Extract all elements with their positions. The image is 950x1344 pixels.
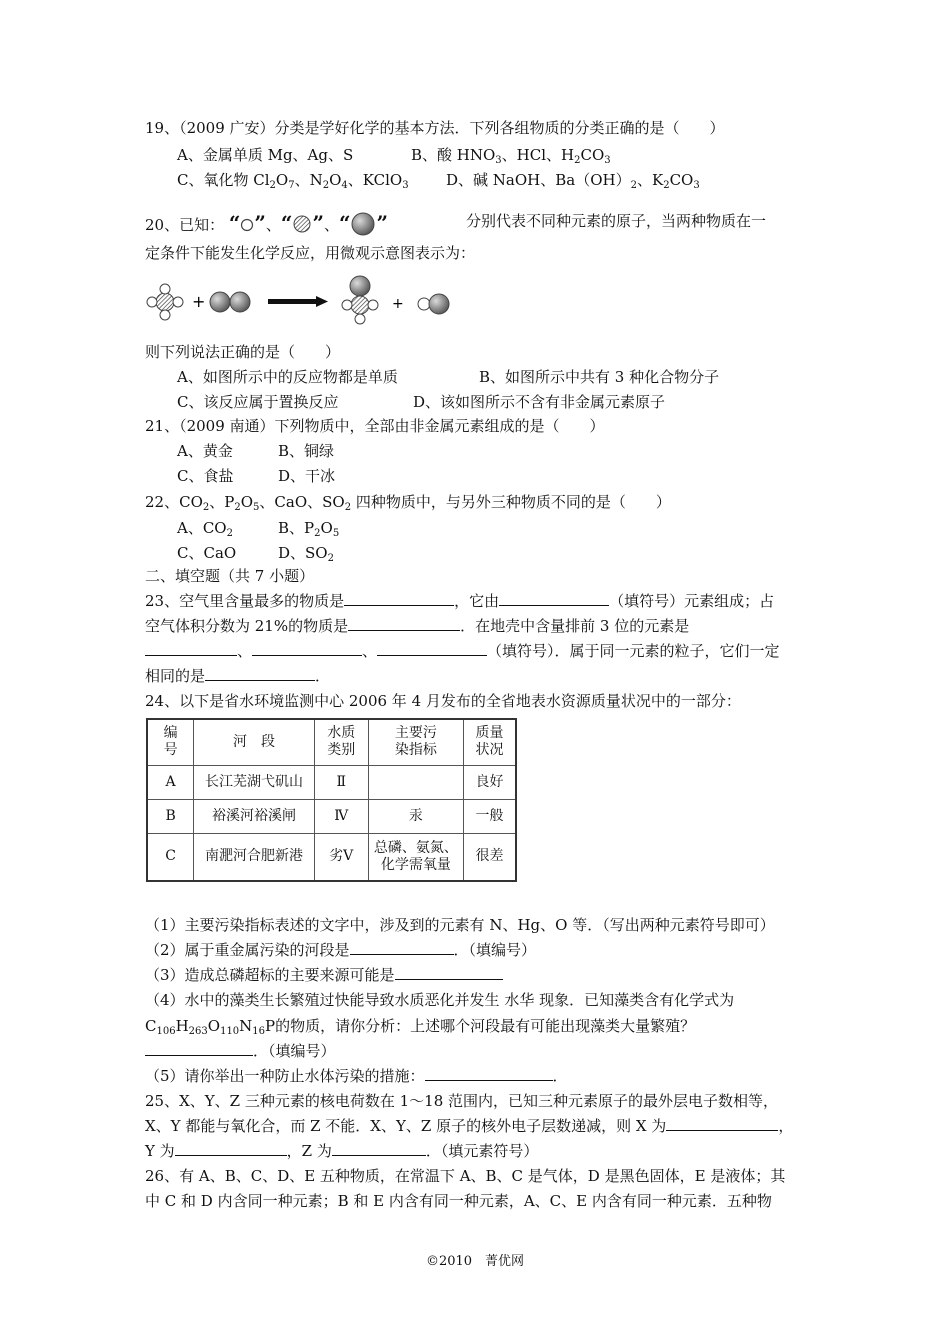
q23-blank-6[interactable] xyxy=(377,641,487,656)
q23-blank-2[interactable] xyxy=(499,591,609,606)
q25-blank-x[interactable] xyxy=(666,1116,778,1131)
cell-river: 南淝河合肥新港 xyxy=(194,833,315,881)
cell-class: 劣Ⅴ xyxy=(314,833,368,881)
q19-stem: 19、（2009 广安）分类是学好化学的基本方法．下列各组物质的分类正确的是（ ） xyxy=(145,119,725,137)
hatched-atom-icon xyxy=(292,214,312,234)
q24-blank-1[interactable] xyxy=(350,940,454,955)
q22-stem: 22、$CO_2$、$P_2O_5$、CaO、$SO_2$ 四种物质中，与另外三种物质不同的是（ ） xyxy=(145,493,671,513)
q24-part2: （2）属于重金属污染的河段是 ．（填编号） xyxy=(145,941,537,959)
cell-pollutant xyxy=(368,765,463,799)
q22-option-c: C、CaO xyxy=(177,544,237,562)
q23-line1: 23、空气里含量最多的物质是 ，它由 （填符号）元素组成；占 xyxy=(145,592,775,610)
cell-status: 良好 xyxy=(463,765,516,799)
q23-blank-1[interactable] xyxy=(344,591,454,606)
water-quality-table xyxy=(146,718,517,882)
table-header-row xyxy=(147,719,516,765)
q23-line2: 空气体积分数为 21%的物质是 ．在地壳中含量排前 3 位的元素是 xyxy=(145,617,690,635)
header-status: 质量 状况 xyxy=(463,719,516,765)
q23-blank-3[interactable] xyxy=(348,616,460,631)
q24-blank-4[interactable] xyxy=(425,1066,553,1081)
q26-line1: 26、有 A、B、C、D、E 五种物质，在常温下 A、B、C 是气体，D 是黑色固体，E 是液体；其 xyxy=(145,1167,786,1185)
cell-id: B xyxy=(147,799,194,833)
q22-option-d: D、$SO_2$ xyxy=(278,544,334,564)
q25-line3: Y 为 ，Z 为 ．（填元素符号） xyxy=(145,1142,539,1160)
q22-option-b: B、$P_2O_5$ xyxy=(278,519,340,539)
q26-line2: 中 C 和 D 内含同一种元素；B 和 E 内含有同一种元素，A、C、E 内含有同一种元素．五种物 xyxy=(145,1192,772,1210)
table-row xyxy=(147,765,516,799)
q23-blank-7[interactable] xyxy=(205,666,315,681)
product-substituted-molecule xyxy=(342,276,378,324)
plus-sign-2: + xyxy=(392,296,404,312)
q21-option-a: A、黄金 xyxy=(177,442,233,460)
q24-part4-answer: ．（填编号） xyxy=(145,1041,336,1061)
q20-question: 则下列说法正确的是（ ） xyxy=(145,343,341,361)
grey-atom-icon xyxy=(350,211,376,237)
q24-stem: 24、以下是省水环境监测中心 2006 年 4 月发布的全省地表水资源质量状况中的一部分： xyxy=(145,692,741,710)
cell-status: 很差 xyxy=(463,833,516,881)
cell-class: Ⅳ xyxy=(314,799,368,833)
header-pollutant: 主要污 染指标 xyxy=(368,719,463,765)
cell-river: 裕溪河裕溪闸 xyxy=(194,799,315,833)
cell-id: A xyxy=(147,765,194,799)
reaction-diagram xyxy=(140,272,460,330)
table-row xyxy=(147,833,516,881)
q25-line2: X、Y 都能与氧化合，而 Z 不能．X、Y、Z 原子的核外电子层数递减，则 X 为 ， xyxy=(145,1117,794,1135)
reactant-diatomic-molecule xyxy=(210,292,250,312)
q19-option-b: B、酸 $HNO_3$、HCl、$H_2CO_3$ xyxy=(411,146,611,166)
q23-line3: 、 、 （填符号）．属于同一元素的粒子，它们一定 xyxy=(145,641,780,661)
plus-sign-1: + xyxy=(192,292,206,311)
q24-blank-2[interactable] xyxy=(395,965,503,980)
q24-blank-3[interactable] xyxy=(145,1041,253,1056)
q25-blank-z[interactable] xyxy=(332,1141,426,1156)
header-id: 编 号 xyxy=(147,719,194,765)
header-class: 水质 类别 xyxy=(314,719,368,765)
q24-part4-formula: $C_{106}H_{263}O_{110}N_{16}P$的物质，请你分析：上述哪个河段最有可能出现藻类大量繁殖？ xyxy=(145,1017,696,1037)
q19-option-d: D、碱 NaOH、$Ba(OH)_2$、$K_2CO_3$ xyxy=(446,171,700,191)
q20-option-a: A、如图所示中的反应物都是单质 xyxy=(177,368,398,386)
q19-option-a: A、金属单质 Mg、Ag、S xyxy=(177,146,354,164)
q20-option-b: B、如图所示中共有 3 种化合物分子 xyxy=(479,368,720,386)
reaction-arrow xyxy=(268,296,328,307)
q21-stem: 21、（2009 南通）下列物质中，全部由非金属元素组成的是（ ） xyxy=(145,417,605,435)
cell-river: 长江芜湖弋矶山 xyxy=(194,765,315,799)
q20-option-c: C、该反应属于置换反应 xyxy=(177,393,339,411)
q21-option-b: B、铜绿 xyxy=(278,442,335,460)
q22-option-a: A、$CO_2$ xyxy=(177,519,233,539)
cell-status: 一般 xyxy=(463,799,516,833)
q21-option-c: C、食盐 xyxy=(177,467,234,485)
q23-blank-5[interactable] xyxy=(252,641,362,656)
q20-stem-line1: 20、已知： “ ”、“ ”、“ ” xyxy=(145,211,388,235)
q20-option-d: D、该如图所示不含有非金属元素原子 xyxy=(413,393,666,411)
q23-line4: 相同的是 ． xyxy=(145,667,331,685)
header-river: 河 段 xyxy=(194,719,315,765)
q23-blank-4[interactable] xyxy=(145,641,237,656)
table-row xyxy=(147,799,516,833)
q19-option-c: C、氧化物 $Cl_2O_7$、$N_2O_4$、KClO$_3$ xyxy=(177,171,409,191)
white-atom-icon xyxy=(240,218,254,232)
cell-pollutant: 汞 xyxy=(368,799,463,833)
reactant-methane-like-molecule xyxy=(147,284,183,320)
product-hybrid-molecule xyxy=(418,294,449,314)
cell-class: Ⅱ xyxy=(314,765,368,799)
q21-option-d: D、干冰 xyxy=(278,467,336,485)
q24-part5: （5）请你举出一种防止水体污染的措施： ． xyxy=(145,1067,568,1085)
cell-pollutant: 总磷、氨氮、 化学需氧量 xyxy=(368,833,463,881)
q25-blank-y[interactable] xyxy=(175,1141,287,1156)
q24-part4: （4）水中的藻类生长繁殖过快能导致水质恶化并发生 水华 现象．已知藻类含有化学式为 xyxy=(145,991,735,1009)
q25-line1: 25、X、Y、Z 三种元素的核电荷数在 1～18 范围内，已知三种元素原子的最外层电子数相等， xyxy=(145,1092,779,1110)
page-footer: ©2010 菁优网 xyxy=(425,1254,525,1269)
q20-stem-line1-end: 分别代表不同种元素的原子，当两种物质在一 xyxy=(466,212,767,230)
q24-part1: （1）主要污染指标表述的文字中，涉及到的元素有 N、Hg、O 等．（写出两种元素符号即可） xyxy=(145,916,775,934)
q24-part3: （3）造成总磷超标的主要来源可能是 xyxy=(145,965,503,985)
cell-id: C xyxy=(147,833,194,881)
q20-stem-line2: 定条件下能发生化学反应，用微观示意图表示为： xyxy=(145,244,476,262)
section-heading: 二、填空题（共 7 小题） xyxy=(145,567,315,585)
